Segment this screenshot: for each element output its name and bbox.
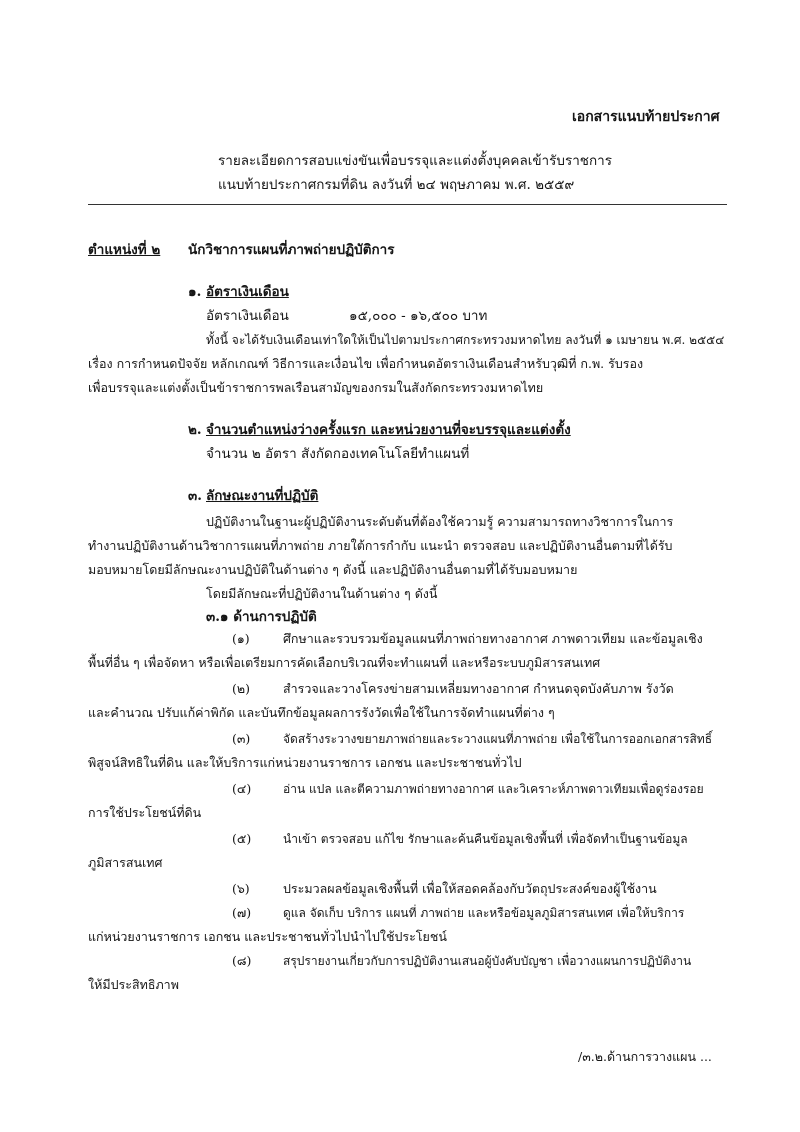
salary-heading: อัตราเงินเดือน bbox=[206, 284, 289, 300]
position-label: ตำแหน่งที่ ๒ bbox=[88, 242, 161, 258]
duties-heading-num: ๓. bbox=[188, 488, 202, 504]
title-line-2: แนบท้ายประกาศกรมที่ดิน ลงวันที่ ๒๔ พฤษภาคม พ.ศ. ๒๕๕๙ bbox=[218, 177, 575, 193]
duties-heading: ลักษณะงานที่ปฏิบัติ bbox=[206, 488, 319, 504]
title-divider bbox=[88, 204, 727, 205]
salary-label: อัตราเงินเดือน bbox=[206, 308, 289, 324]
duty-item-6-line-1: ประมวลผลข้อมูลเชิงพื้นที่ เพื่อให้สอดคล้องกับวัตถุประสงค์ของผู้ใช้งาน bbox=[283, 881, 657, 896]
duty-item-1-line-1: ศึกษาและรวบรวมข้อมูลแผนที่ภาพถ่ายทางอากาศ ภาพดาวเทียม และข้อมูลเชิง bbox=[283, 631, 703, 646]
duty-item-6-num: (๖) bbox=[232, 881, 250, 896]
position-title: นักวิชาการแผนที่ภาพถ่ายปฏิบัติการ bbox=[188, 242, 395, 258]
continuation-note: /๓.๒.ด้านการวางแผน ... bbox=[578, 1049, 712, 1064]
duty-item-7-line-2: แก่หน่วยงานราชการ เอกชน และประชาชนทั่วไปนำไปใช้ประโยชน์ bbox=[88, 929, 447, 944]
duty-item-3-line-2: พิสูจน์สิทธิในที่ดิน และให้บริการแก่หน่วยงานราชการ เอกชน และประชาชนทั่วไป bbox=[88, 755, 522, 770]
vacancy-detail: จำนวน ๒ อัตรา สังกัดกองเทคโนโลยีทำแผนที่ bbox=[206, 446, 470, 462]
duty-item-4-line-2: การใช้ประโยชน์ที่ดิน bbox=[88, 805, 202, 820]
duty-item-5-line-1: นำเข้า ตรวจสอบ แก้ไข รักษาและค้นคืนข้อมูลเชิงพื้นที่ เพื่อจัดทำเป็นฐานข้อมูล bbox=[283, 832, 688, 846]
duty-item-5-num: (๕) bbox=[232, 831, 252, 846]
salary-note-2: เรื่อง การกำหนดปัจจัย หลักเกณฑ์ วิธีการและเงื่อนไข เพื่อกำหนดอัตราเงินเดือนสำหรับวุฒิที่ ก.พ. รับรอง bbox=[88, 356, 644, 371]
duty-item-2-line-2: และคำนวณ ปรับแก้ค่าพิกัด และบันทึกข้อมูลผลการรังวัดเพื่อใช้ในการจัดทำแผนที่ต่าง ๆ bbox=[88, 705, 555, 720]
duty-item-1-num: (๑) bbox=[232, 631, 250, 646]
duty-item-3-num: (๓) bbox=[232, 731, 251, 746]
salary-amount: ๑๕,๐๐๐ - ๑๖,๕๐๐ บาท bbox=[349, 308, 488, 324]
duties-intro-1: ปฏิบัติงานในฐานะผู้ปฏิบัติงานระดับต้นที่ต้องใช้ความรู้ ความสามารถทางวิชาการในการ bbox=[206, 514, 674, 529]
duty-item-8-line-1: สรุปรายงานเกี่ยวกับการปฏิบัติงานเสนอผู้บังคับบัญชา เพื่อวางแผนการปฏิบัติงาน bbox=[283, 954, 692, 968]
duties-intro-3: มอบหมายโดยมีลักษณะงานปฏิบัติในด้านต่าง ๆ ดังนี้ และปฏิบัติงานอื่นตามที่ได้รับมอบหมาย bbox=[88, 562, 578, 577]
duty-item-4-num: (๔) bbox=[232, 781, 252, 796]
duty-item-1-line-2: พื้นที่อื่น ๆ เพื่อจัดหา หรือเพื่อเตรียมการคัดเลือกบริเวณที่จะทำแผนที่ และหรือระบบภูมิสารสนเทศ bbox=[88, 655, 601, 670]
vacancy-heading-num: ๒. bbox=[188, 422, 202, 438]
duty-item-8-num: (๘) bbox=[232, 953, 252, 968]
title-line-1: รายละเอียดการสอบแข่งขันเพื่อบรรจุและแต่งตั้งบุคคลเข้ารับราชการ bbox=[218, 153, 612, 169]
vacancy-heading: จำนวนตำแหน่งว่างครั้งแรก และหน่วยงานที่จะบรรจุและแต่งตั้ง bbox=[206, 422, 571, 438]
salary-note-3: เพื่อบรรจุและแต่งตั้งเป็นข้าราชการพลเรือนสามัญของกรมในสังกัดกระทรวงมหาดไทย bbox=[88, 380, 544, 395]
duty-item-5-line-2: ภูมิสารสนเทศ bbox=[88, 855, 163, 870]
header-tag: เอกสารแนบท้ายประกาศ bbox=[572, 109, 720, 125]
duties-intro-4: โดยมีลักษณะที่ปฏิบัติงานในด้านต่าง ๆ ดังนี้ bbox=[206, 586, 438, 601]
duty-item-2-num: (๒) bbox=[232, 681, 250, 696]
duty-item-2-line-1: สำรวจและวางโครงข่ายสามเหลี่ยมทางอากาศ กำหนดจุดบังคับภาพ รังวัด bbox=[283, 681, 674, 696]
duty-item-7-line-1: ดูแล จัดเก็บ บริการ แผนที่ ภาพถ่าย และหรือข้อมูลภูมิสารสนเทศ เพื่อให้บริการ bbox=[283, 906, 685, 920]
salary-heading-num: ๑. bbox=[188, 284, 202, 300]
duty-item-8-line-2: ให้มีประสิทธิภาพ bbox=[88, 977, 179, 992]
salary-note-1: ทั้งนี้ จะได้รับเงินเดือนเท่าใดให้เป็นไปตามประกาศกระทรวงมหาดไทย ลงวันที่ ๑ เมษายน พ.ศ. ๒๕๕๔ bbox=[206, 333, 725, 347]
duty-item-7-num: (๗) bbox=[232, 905, 252, 920]
duty-item-3-line-1: จัดสร้างระวางขยายภาพถ่ายและระวางแผนที่ภาพถ่าย เพื่อใช้ในการออกเอกสารสิทธิ์ bbox=[283, 732, 713, 746]
duties-intro-2: ทำงานปฏิบัติงานด้านวิชาการแผนที่ภาพถ่าย ภายใต้การกำกับ แนะนำ ตรวจสอบ และปฏิบัติงานอื่นตามที่ได้รับ bbox=[88, 538, 673, 553]
duties-sub-heading: ๓.๑ ด้านการปฏิบัติ bbox=[206, 609, 317, 625]
duty-item-4-line-1: อ่าน แปล และตีความภาพถ่ายทางอากาศ และวิเคราะห์ภาพดาวเทียมเพื่อดูร่องรอย bbox=[283, 782, 704, 796]
